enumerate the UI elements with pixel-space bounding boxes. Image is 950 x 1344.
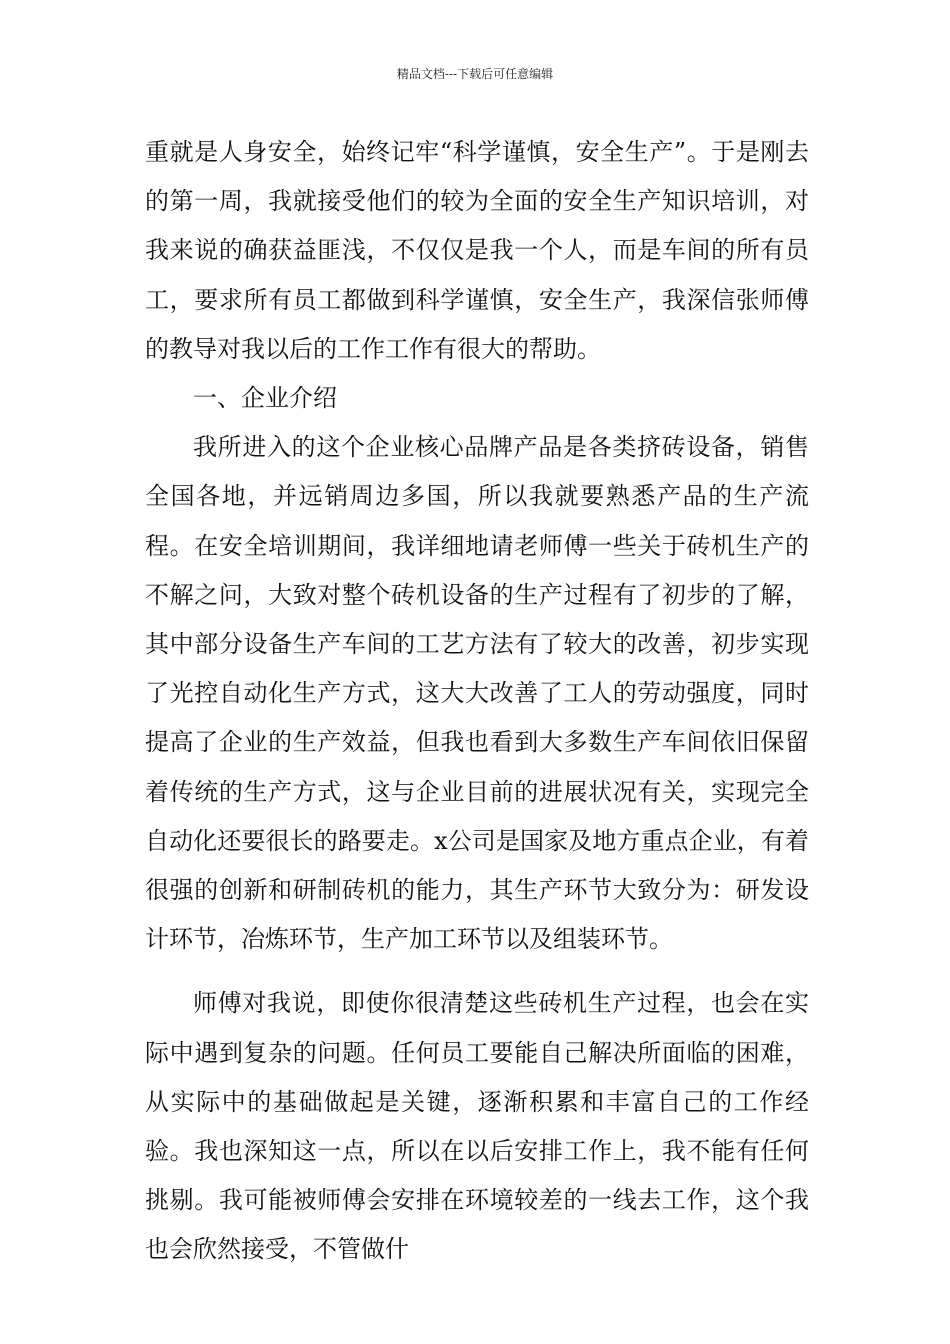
paragraph-intro: 重就是人身安全，始终记牢“科学谨慎，安全生产”。于是刚去的第一周，我就接受他们的较为全面的安全生产知识培训，对我来说的确获益匪浅，不仅仅是我一个人，而是车间的所有员工，要求所有员工都做到科学谨慎，安全生产，我深信张师傅的教导对我以后的工作工作有很大的帮助。 xyxy=(145,138,809,363)
paragraph-master-advice: 师傅对我说，即使你很清楚这些砖机生产过程，也会在实际中遇到复杂的问题。任何员工要能自己解决所面临的困难，从实际中的基础做起是关键，逐渐积累和丰富自己的工作经验。我也深知这一点，所以在以后安排工作上，我不能有任何挑剔。我可能被师傅会安排在环境较差的一线去工作，这个我也会欣然接受，不管做什 xyxy=(145,989,809,1264)
section-heading: 一、企业介绍 xyxy=(193,384,337,413)
document-body xyxy=(145,128,809,1275)
paragraph-company-intro: 我所进入的这个企业核心品牌产品是各类挤砖设备，销售全国各地，并远销周边多国，所以我就要熟悉产品的生产流程。在安全培训期间，我详细地请老师傅一些关于砖机生产的不解之问，大致对整个砖机设备的生产过程有了初步的了解，其中部分设备生产车间的工艺方法有了较大的改善，初步实现了光控自动化生产方式，这大大改善了工人的劳动强度，同时提高了企业的生产效益，但我也看到大多数生产车间依旧保留着传统的生产方式，这与企业目前的进展状况有关，实现完全自动化还要很长的路要走。x公司是国家及地方重点企业，有着很强的创新和研制砖机的能力，其生产环节大致分为：研发设计环节，冶炼环节，生产加工环节以及组装环节。 xyxy=(145,433,809,954)
page-header: 精品文档---下载后可任意编辑 xyxy=(396,67,554,81)
